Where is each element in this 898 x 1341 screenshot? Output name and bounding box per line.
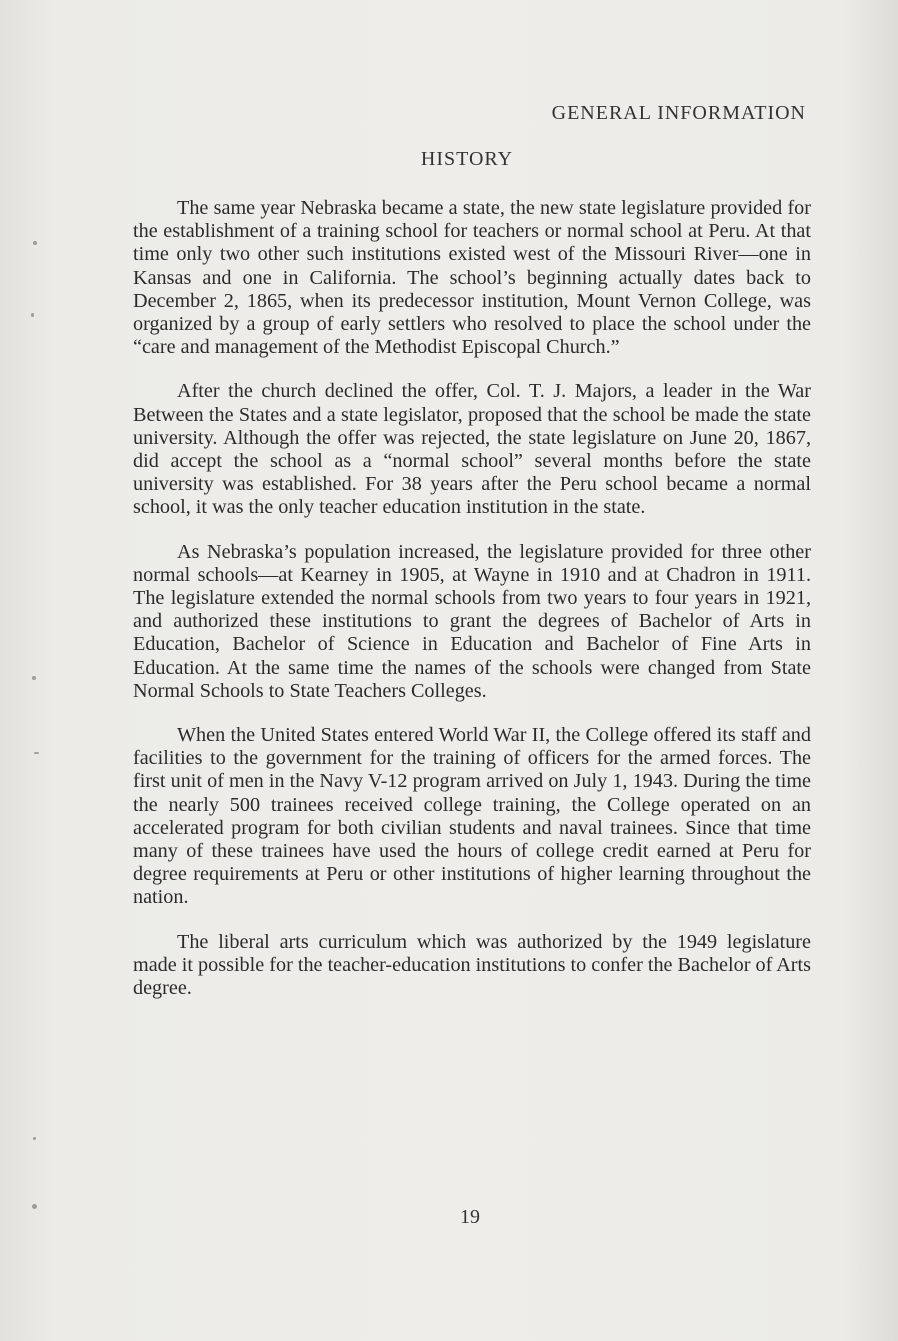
scan-speck (32, 676, 36, 680)
scan-speck (33, 1137, 36, 1140)
paragraph-normal-school: After the church declined the offer, Col. T. J. Majors, a leader in the War Between the States and a state legislator, proposed that the school be made the state university. Although the offer was rejected, the state legislature on June 20, 1867, did accept the school as a “normal school” several months before the state university was established. For 38 years after the Peru school became a normal school, it was the only teacher education institution in the state. (133, 380, 811, 519)
paragraph-world-war-ii: When the United States entered World War II, the College offered its staff and facilities to the government for the training of officers for the armed forces. The first unit of men in the Navy V-12 program arrived on July 1, 1943. During the time the nearly 500 trainees received college training, the College operated on an accelerated program for both civilian students and naval trainees. Since that time many of these trainees have used the hours of college credit earned at Peru for degree requirements at Peru or other institutions of higher learning throughout the nation. (133, 724, 811, 909)
page-number: 19 (460, 1206, 480, 1228)
running-head: GENERAL INFORMATION (551, 102, 806, 124)
scan-speck (31, 313, 34, 317)
paragraph-founding: The same year Nebraska became a state, the new state legislature provided for the establishment of a training school for teachers or normal school at Peru. At that time only two other such institutions existed west of the Missouri River—one in Kansas and one in California. The school’s beginning actually dates back to December 2, 1865, when its predecessor institution, Mount Vernon College, was organized by a group of early settlers who resolved to place the school under the “care and management of the Methodist Episcopal Church.” (133, 197, 811, 359)
body-text (133, 197, 811, 1021)
scan-speck (33, 241, 37, 245)
section-title: HISTORY (420, 148, 514, 170)
paragraph-expansion: As Nebraska’s population increased, the legislature provided for three other normal schools—at Kearney in 1905, at Wayne in 1910 and at Chadron in 1911. The legislature extended the normal schools from two years to four years in 1921, and authorized these institutions to grant the degrees of Bachelor of Arts in Education, Bachelor of Science in Education and Bachelor of Fine Arts in Education. At the same time the names of the schools were changed from State Normal Schools to State Teachers Colleges. (133, 540, 811, 702)
scan-speck (32, 1204, 37, 1209)
paragraph-liberal-arts: The liberal arts curriculum which was authorized by the 1949 legislature made it possible for the teacher-education institutions to confer the Bachelor of Arts degree. (133, 930, 811, 1000)
scan-speck (34, 752, 39, 754)
